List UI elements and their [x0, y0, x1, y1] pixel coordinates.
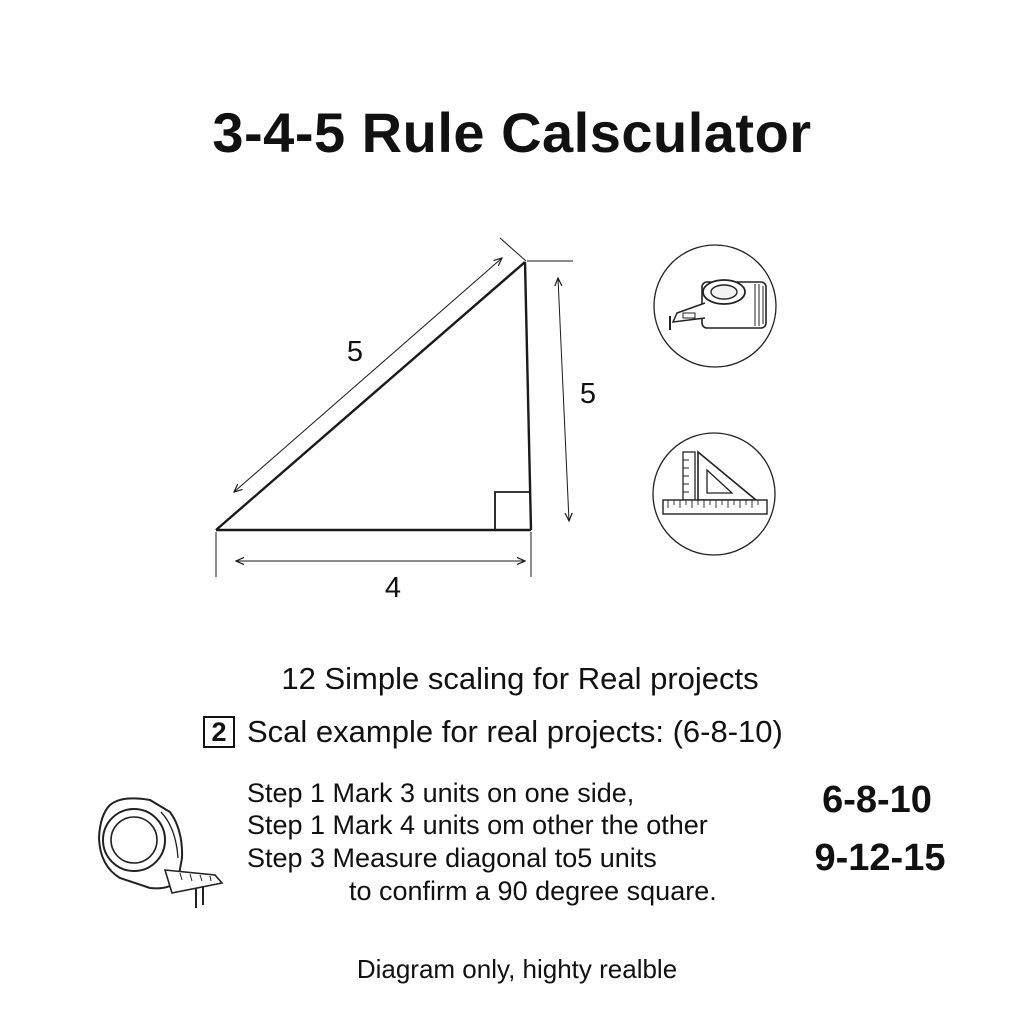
footer-note: Diagram only, highty realble — [356, 954, 678, 984]
right-angle-marker — [495, 492, 530, 530]
scaled-triple: 9-12-15 — [814, 837, 946, 879]
vertical-side-label: 5 — [579, 378, 597, 410]
right-triangle — [216, 262, 531, 530]
step-text: Step 3 Measure diagonal to5 units — [247, 843, 657, 873]
example-number-box: 2 — [203, 716, 235, 748]
carpenter-square-ruler-icon — [653, 433, 775, 555]
example-row — [203, 712, 783, 752]
step-text: to confirm a 90 degree square. — [349, 876, 717, 906]
base-label: 4 — [384, 572, 402, 604]
triangle-hypotenuse — [216, 262, 525, 530]
tape-measure-icon — [654, 245, 776, 367]
scaled-triple: 6-8-10 — [822, 779, 932, 821]
example-text: Scal example for real projects: (6-8-10) — [247, 714, 783, 749]
extension-lines — [216, 238, 573, 577]
subtitle: 12 Simple scaling for Real projects — [281, 661, 759, 696]
step-text: Step 1 Mark 3 units on one side, — [247, 778, 635, 808]
hypotenuse-dimension-arrow — [234, 258, 502, 492]
page-title: 3-4-5 Rule Calsculator — [212, 101, 812, 164]
tape-measure-large-icon — [99, 798, 222, 908]
vertical-dimension-arrow — [558, 278, 569, 521]
triangle-vertical-side — [525, 262, 531, 530]
step-text: Step 1 Mark 4 units om other the other — [247, 810, 708, 840]
hypotenuse-label: 5 — [346, 336, 364, 368]
